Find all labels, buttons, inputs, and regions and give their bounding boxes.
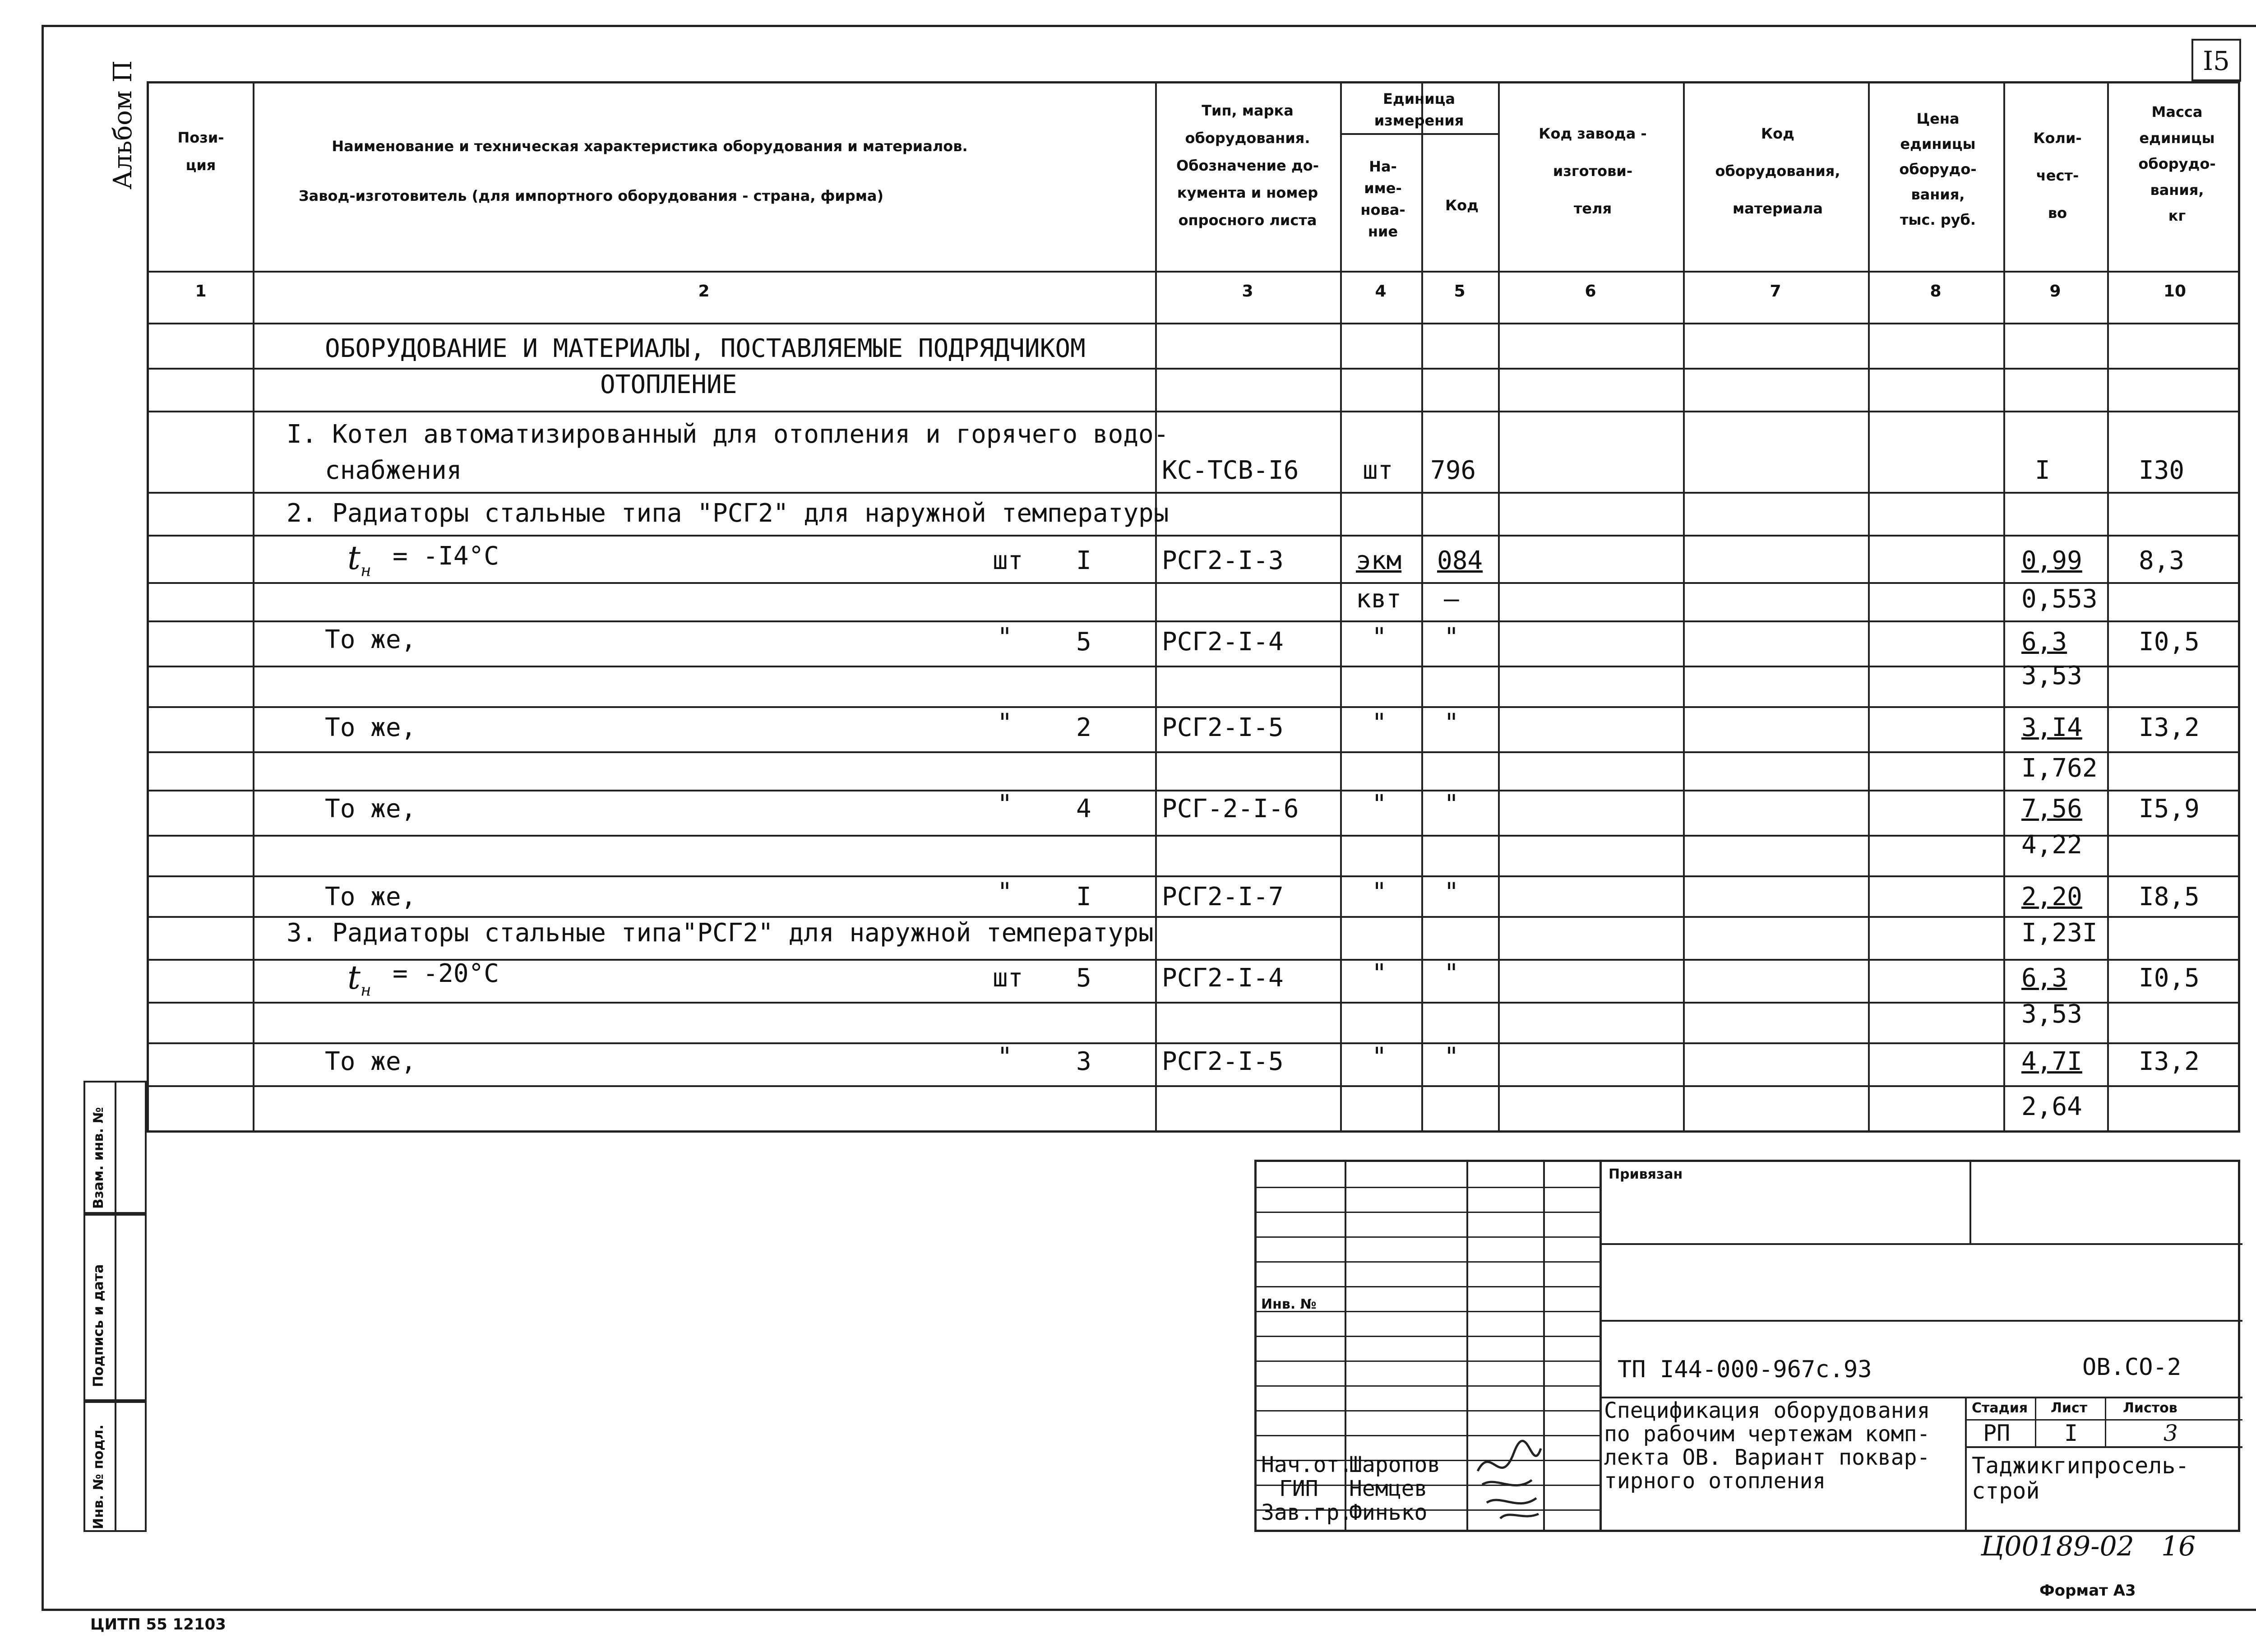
r4-ditto: ": [997, 790, 1012, 819]
sheet-label: Лист: [2051, 1400, 2088, 1416]
r4-mass: I5,9: [2139, 794, 2200, 824]
stage-value: РП: [1983, 1420, 2011, 1446]
column-number: 4: [1375, 282, 1387, 301]
r5-mass: I8,5: [2139, 882, 2200, 912]
subsection-title: ОТОПЛЕНИЕ: [600, 370, 737, 399]
row-divider: [149, 666, 2238, 667]
row-divider: [149, 835, 2238, 837]
r6-type: РСГ2-I-4: [1162, 963, 1284, 993]
r7-qty: 4,7I: [2021, 1047, 2082, 1076]
organization: Таджикгипросель- строй: [1972, 1453, 2189, 1504]
row-divider: [149, 323, 2238, 324]
r5-type: РСГ2-I-7: [1162, 882, 1284, 912]
temperature-unit: шт: [993, 963, 1023, 993]
r5-qty2: I,23I: [2021, 918, 2098, 948]
document-title: Спецификация оборудования по рабочим чертежам комп- лекта ОВ. Вариант поквар- тирного отопления: [1604, 1398, 1930, 1494]
page-number: 16: [2161, 1531, 2196, 1562]
r4-qty: 7,56: [2021, 794, 2082, 824]
header-unit-code: Код: [1445, 197, 1479, 214]
column-number: 9: [2049, 282, 2061, 301]
column-number: 3: [1242, 282, 1253, 301]
r3-count: 2: [1076, 713, 1091, 742]
r4-name: То же,: [325, 794, 416, 824]
header-manufacturer-code: Код завода - изготови- теля: [1539, 125, 1647, 217]
temperature-value: = -I4°C: [393, 541, 499, 571]
r5-qty: 2,20: [2021, 882, 2082, 912]
r1-qty: 0,99: [2021, 546, 2082, 575]
header-equipment-code: Код оборудования, материала: [1715, 125, 1840, 217]
header-type: Тип, марка оборудования. Обозначение до- кумента и номер опросного листа: [1176, 102, 1319, 229]
r7-type: РСГ2-I-5: [1162, 1047, 1284, 1076]
signature-1: [1473, 1435, 1545, 1532]
r5-unit: ": [1372, 878, 1387, 907]
r3-code: ": [1444, 708, 1459, 738]
sheet-value: I: [2064, 1420, 2078, 1446]
col-divider: [1498, 83, 1500, 1130]
r6-unit: ": [1372, 959, 1387, 988]
r1-code2: –: [1444, 584, 1459, 614]
item2-name: 2. Радиаторы стальные типа "РСГ2" для наружной температуры: [287, 499, 1169, 528]
sheets-label: Листов: [2123, 1400, 2177, 1416]
r1-type: РСГ2-I-3: [1162, 546, 1284, 575]
stage-label: Стадия: [1972, 1400, 2028, 1416]
col-divider: [1155, 83, 1157, 1130]
r3-name: То же,: [325, 713, 416, 742]
r6-qty2: 3,53: [2021, 1000, 2082, 1029]
row-divider: [149, 790, 2238, 791]
col-divider: [2107, 83, 2109, 1130]
r7-name: То же,: [325, 1047, 416, 1076]
r3-qty: 3,I4: [2021, 713, 2082, 742]
r2-name: То же,: [325, 625, 416, 654]
r4-unit: ": [1372, 790, 1387, 819]
item1-qty: I: [2035, 456, 2050, 485]
r4-type: РСГ-2-I-6: [1162, 794, 1299, 824]
item1-name: I. Котел автоматизированный для отопления и горячего водо-: [287, 420, 1169, 449]
column-number: 2: [698, 282, 710, 301]
header-price: Цена единицы оборудо- вания, тыс. руб.: [1899, 110, 1977, 228]
item1-code: 796: [1430, 456, 1476, 485]
temperature-value: = -20°C: [393, 959, 499, 988]
temperature-count: 5: [1076, 963, 1091, 993]
row-divider: [149, 368, 2238, 370]
col-divider: [2003, 83, 2005, 1130]
privyazan-label: Привязан: [1609, 1166, 1683, 1182]
temperature-count: I: [1076, 546, 1091, 575]
col-divider: [1421, 83, 1423, 1130]
r5-count: I: [1076, 882, 1091, 912]
row-divider: [149, 535, 2238, 537]
r7-count: 3: [1076, 1047, 1091, 1076]
header-quantity: Коли- чест- во: [2033, 130, 2082, 222]
header-divider: [149, 271, 2238, 273]
col-divider: [1340, 83, 1342, 1130]
r2-type: РСГ2-I-4: [1162, 627, 1284, 657]
roles: Нач.от. ГИП Зав.гр.: [1261, 1452, 1353, 1525]
col-divider: [253, 83, 254, 1130]
r6-qty: 6,3: [2021, 963, 2067, 993]
sheet-number: I5: [2191, 39, 2241, 82]
row-divider: [149, 582, 2238, 584]
header-position: Пози- ция: [177, 129, 224, 174]
r3-type: РСГ2-I-5: [1162, 713, 1284, 742]
r7-code: ": [1444, 1042, 1459, 1072]
temperature-symbol: $t_н$: [347, 539, 371, 580]
r2-ditto: ": [997, 623, 1012, 652]
r7-ditto: ": [997, 1042, 1012, 1072]
side-stamp-vzam: Взам. инв. №: [83, 1081, 147, 1214]
r2-qty2: 3,53: [2021, 661, 2082, 690]
r1-unit2: квт: [1356, 584, 1402, 614]
document-code: ТП I44-000-967с.93: [1618, 1356, 1872, 1383]
header-manufacturer: Завод-изготовитель (для импортного оборудования - страна, фирма): [298, 187, 884, 204]
album-label: Альбом П: [108, 60, 138, 190]
r5-ditto: ": [997, 878, 1012, 907]
header-unit: Единица измерения: [1374, 90, 1464, 129]
side-stamp-inventory: Инв. № подл.: [83, 1401, 147, 1532]
unit-divider: [1340, 133, 1498, 135]
r4-code: ": [1444, 790, 1459, 819]
col-divider: [1683, 83, 1685, 1130]
archive-number: Ц00189-02: [1981, 1531, 2134, 1562]
column-number: 7: [1770, 282, 1781, 301]
side-stamp-signature: Подпись и дата: [83, 1214, 147, 1401]
r3-mass: I3,2: [2139, 713, 2200, 742]
item1-type: КС-ТСВ-I6: [1162, 456, 1299, 485]
r7-mass: I3,2: [2139, 1047, 2200, 1076]
r4-count: 4: [1076, 794, 1091, 824]
r1-code: 084: [1437, 546, 1483, 575]
header-mass: Масса единицы оборудо- вания, кг: [2138, 103, 2216, 225]
row-divider: [149, 916, 2238, 918]
r1-mass: 8,3: [2139, 546, 2185, 575]
col-divider: [1868, 83, 1870, 1130]
r7-unit: ": [1372, 1042, 1387, 1072]
r6-mass: I0,5: [2139, 963, 2200, 993]
sheet-code: ОВ.СО-2: [2082, 1354, 2182, 1381]
r5-code: ": [1444, 878, 1459, 907]
column-number: 8: [1930, 282, 1942, 301]
header-unit-name: На- име- нова- ние: [1360, 158, 1405, 240]
temperature-unit: шт: [993, 546, 1023, 575]
r2-qty: 6,3: [2021, 627, 2067, 657]
row-divider: [149, 706, 2238, 708]
r1-unit: экм: [1356, 546, 1402, 575]
r3-ditto: ": [997, 708, 1012, 738]
r2-unit: ": [1372, 623, 1387, 652]
r6-code: ": [1444, 959, 1459, 988]
r3-qty2: I,762: [2021, 754, 2098, 783]
names: Шаропов Немцев Финько: [1349, 1452, 1441, 1525]
row-divider: [149, 751, 2238, 753]
inv-label: Инв. №: [1261, 1296, 1317, 1312]
column-number: 1: [195, 282, 207, 301]
row-divider: [149, 411, 2238, 412]
r2-count: 5: [1076, 627, 1091, 657]
r4-qty2: 4,22: [2021, 830, 2082, 860]
specification-table: [147, 81, 2240, 1133]
item1-mass: I30: [2139, 456, 2185, 485]
column-number: 5: [1454, 282, 1465, 301]
sheets-value: 3: [2164, 1420, 2178, 1446]
r2-code: ": [1444, 623, 1459, 652]
item1-name-cont: снабжения: [325, 456, 462, 485]
row-divider: [149, 620, 2238, 622]
item1-unit: шт: [1363, 456, 1393, 485]
row-divider: [149, 875, 2238, 877]
temperature-symbol: $t_н$: [347, 958, 371, 1000]
column-number: 10: [2163, 282, 2187, 301]
item3-name: 3. Радиаторы стальные типа"РСГ2" для наружной температуры: [287, 918, 1154, 948]
r5-name: То же,: [325, 882, 416, 912]
row-divider: [149, 492, 2238, 494]
r3-unit: ": [1372, 708, 1387, 738]
format-label: Формат А3: [2039, 1582, 2136, 1600]
section-title: ОБОРУДОВАНИЕ И МАТЕРИАЛЫ, ПОСТАВЛЯЕМЫЕ ПОДРЯДЧИКОМ: [325, 334, 1086, 363]
row-divider: [149, 1002, 2238, 1004]
row-divider: [149, 1085, 2238, 1087]
header-name: Наименование и техническая характеристика оборудования и материалов.: [332, 138, 968, 155]
citp-stamp: ЦИТП 55 12103: [90, 1615, 226, 1633]
r7-qty2: 2,64: [2021, 1092, 2082, 1121]
r2-mass: I0,5: [2139, 627, 2200, 657]
title-block: [1254, 1160, 2240, 1532]
r1-qty2: 0,553: [2021, 584, 2098, 614]
column-number: 6: [1585, 282, 1596, 301]
row-divider: [149, 1042, 2238, 1044]
